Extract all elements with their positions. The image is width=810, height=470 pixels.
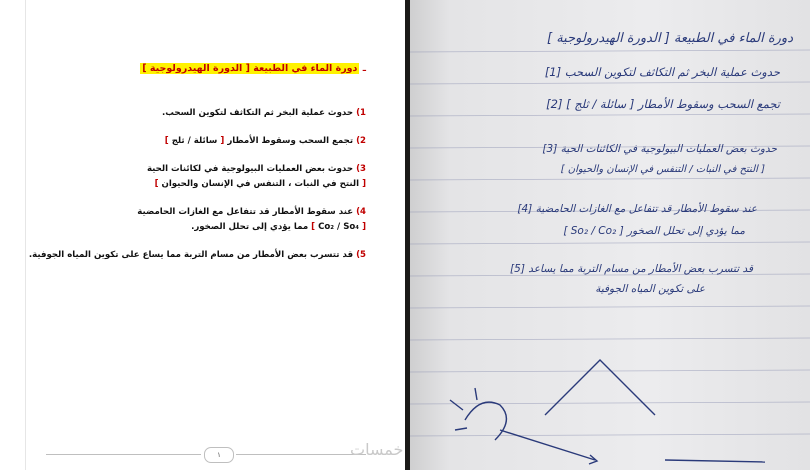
notebook-line: [1] حدوث عملية البخر ثم التكاثف لتكوين السحب <box>544 65 780 79</box>
notebook-line: [ النتح في النبات / التنفس في الإنسان والحيوان ] <box>560 164 765 175</box>
document-body <box>26 62 366 263</box>
item-number: 4) <box>356 207 366 217</box>
item-text: تجمع السحب وسقوط الأمطار <box>227 136 354 146</box>
item-detail: سائلة / ثلج <box>168 136 221 146</box>
item-tail: مما يؤدي إلى تحلل الصخور. <box>191 222 312 232</box>
title-marker: ـ <box>362 63 366 74</box>
document-page <box>25 0 388 470</box>
list-item <box>26 134 366 149</box>
list-item <box>26 205 366 235</box>
notebook-photo <box>350 0 810 470</box>
notebook-line: [3] حدوث بعض العمليات البيولوجية في الكائنات الحية <box>542 143 777 155</box>
item-text: عند سقوط الأمطار قد تتفاعل مع الغازات الحامضية <box>137 207 354 217</box>
notebook-line: دورة الماء في الطبيعة [ الدورة الهيدرولوجية ] <box>547 31 793 46</box>
footer-rule-left <box>46 454 201 455</box>
notebook-line: [5] قد تتسرب بعض الأمطار من مسام التربة مما يساعد <box>510 263 753 275</box>
watermark: خمسات <box>350 440 404 459</box>
list-item <box>26 248 366 263</box>
item-number: 3) <box>356 164 366 174</box>
item-detail: النتح في النبات ، التنفس في الإنسان والحيوان <box>158 179 363 189</box>
item-number: 1) <box>356 108 366 118</box>
notebook-line: [2] تجمع السحب وسقوط الأمطار [ سائلة / ثلج ] <box>546 97 780 111</box>
sketch-diagram <box>450 360 765 464</box>
list-item <box>26 106 366 121</box>
item-text: حدوث عملية البخر ثم التكاثف لتكوين السحب. <box>162 108 354 118</box>
bracket-open: [ <box>220 136 225 146</box>
item-number: 5) <box>356 250 366 260</box>
chemical-formula: Co₂ / So₄ <box>318 222 360 232</box>
bracket-close: ] <box>154 179 159 189</box>
item-text: حدوث بعض العمليات البيولوجية في لكائنات الحية <box>146 164 354 174</box>
sun-sketch <box>465 402 506 440</box>
bracket-close: ] <box>164 136 169 146</box>
notebook-line: [ So₂ / Co₂ ] مما يؤدي إلى تحلل الصخور <box>563 225 745 237</box>
item-text: قد تتسرب بعض الأمطار من مسام التربة مما يساع على تكوين المياه الجوفية. <box>28 250 354 260</box>
page-number: ١ <box>204 447 234 463</box>
handwritten-notes <box>405 0 810 470</box>
document-title <box>26 62 366 76</box>
title-text: دورة الماء في الطبيعة [ الدورة الهيدرولوجية ] <box>142 63 358 74</box>
bracket-open: [ <box>362 222 366 232</box>
footer-rule-right <box>236 454 366 455</box>
bracket-close: ] <box>311 222 316 232</box>
bracket-open: [ <box>362 179 366 189</box>
mountain-sketch <box>545 360 655 415</box>
notebook-line: [4] عند سقوط الأمطار قد تتفاعل مع الغازات الحامضية <box>517 203 757 215</box>
notebook-line: على تكوين المياه الجوفية <box>595 283 705 295</box>
item-number: 2) <box>356 136 366 146</box>
arrow-line <box>500 430 595 460</box>
list-item <box>26 162 366 192</box>
